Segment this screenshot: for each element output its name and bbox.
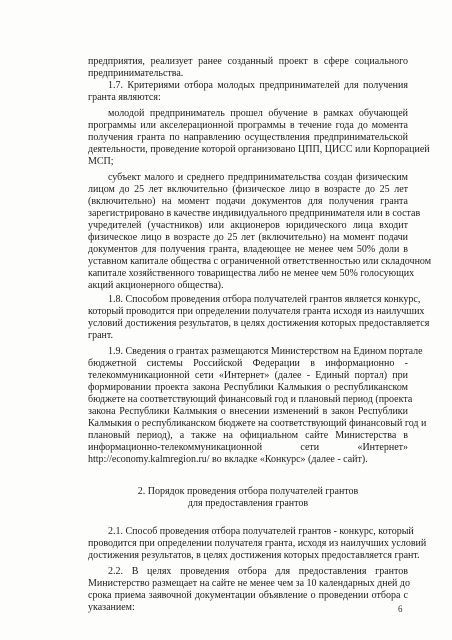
criterion-2-start: субъект малого и среднего предпринимательства создан физическим xyxy=(108,172,408,183)
text-line: проводится при определении получателя гранта, исходя из наилучших условий xyxy=(88,538,427,549)
section-2-heading: 2. Порядок проведения отбора получателей грантов xyxy=(137,486,359,497)
page-number: 6 xyxy=(398,604,403,614)
text-line: грант. xyxy=(88,330,114,341)
text-line: Калмыкия о республиканском бюджете на соответствующий финансовый год и xyxy=(88,418,427,429)
text-line: документов для получения гранта, владеющее не менее чем 50% доли в xyxy=(88,244,408,255)
text-line: МСП; xyxy=(88,156,114,167)
website-url-line: http://economy.kalmregion.ru/ во вкладке «Конкурс» (далее - сайт). xyxy=(88,454,368,465)
text-line: плановый период), а также на официальном сайте Министерства в xyxy=(88,430,408,441)
text-line: телекоммуникационной сети «Интернет» (далее - Единый портал) при xyxy=(88,370,408,381)
text-line: бюджетной системы Российской Федерации в информационно - xyxy=(88,358,408,369)
text-line: срока приема заявочной документации объявление о проведении отбора с xyxy=(88,590,408,601)
text-line: акций акционерного общества). xyxy=(88,280,224,291)
text-line: условий достижения результатов, в целях достижения которых предоставляется xyxy=(88,318,430,329)
paragraph-2-2-start: 2.2. В целях проведения отбора для предоставления грантов xyxy=(108,566,408,577)
text-line: Министерство размещает на сайте не менее чем за 10 календарных дней до xyxy=(88,578,410,589)
text-line: деятельности, проведение которой организовано ЦПП, ЦИСС или Корпорацией xyxy=(88,144,430,155)
text-line: капитале хозяйственного товарищества либо не менее чем 50% голосующих xyxy=(88,268,415,279)
text-line: который проводится при определении получателя гранта исходя из наилучших xyxy=(88,306,425,317)
text-line: предприятия, реализует ранее созданный проект в сфере социального xyxy=(88,56,408,67)
text-line: программы или акселерационной программы в течение года до момента xyxy=(88,120,408,131)
text-line: учредителей (участников) или акционеров юридического лица входит xyxy=(88,220,408,231)
text-line: предпринимательства. xyxy=(88,68,184,79)
paragraph-2-1-start: 2.1. Способ проведения отбора получателей грантов - конкурс, который xyxy=(108,526,414,537)
text-line: формировании проекта закона Республики Калмыкия о республиканском xyxy=(88,382,408,393)
text-line: (включительно) на момент подачи документов для получения гранта xyxy=(88,196,408,207)
paragraph-1-8-start: 1.8. Способом проведения отбора получателей грантов является конкурс, xyxy=(108,294,421,305)
paragraph-1-7-start: 1.7. Критериями отбора молодых предпринимателей для получения xyxy=(108,80,408,91)
paragraph-1-9-start: 1.9. Сведения о грантах размещаются Министерством на Едином портале xyxy=(108,346,423,357)
text-line: информационно-телекоммуникационной сети «Интернет» xyxy=(88,442,408,453)
text-line: указанием: xyxy=(88,602,135,613)
criterion-1-start: молодой предприниматель прошел обучение в рамках обучающей xyxy=(108,108,408,119)
text-line: уставном капитале общества с ограниченной ответственностью или складочном xyxy=(88,256,432,267)
text-line: закона Республики Калмыкия о внесении изменений в закон Республики xyxy=(88,406,408,417)
text-line: достижения результатов, в целях достижения которых предоставляется грант. xyxy=(88,550,420,561)
text-line: физическое лицо в возрасте до 25 лет (включительно) на момент подачи xyxy=(88,232,408,243)
text-line: гранта являются: xyxy=(88,92,161,103)
section-2-subheading: для предоставления грантов xyxy=(187,498,309,509)
text-line: бюджете на соответствующий финансовый год и плановый период (проекта xyxy=(88,394,413,405)
text-line: лицом до 25 лет включительно (физическое лицо в возрасте до 25 лет xyxy=(88,184,408,195)
text-line: зарегистрировано в качестве индивидуального предпринимателя или в состав xyxy=(88,208,421,219)
text-line: получения гранта по направлению осуществления предпринимательской xyxy=(88,132,408,143)
